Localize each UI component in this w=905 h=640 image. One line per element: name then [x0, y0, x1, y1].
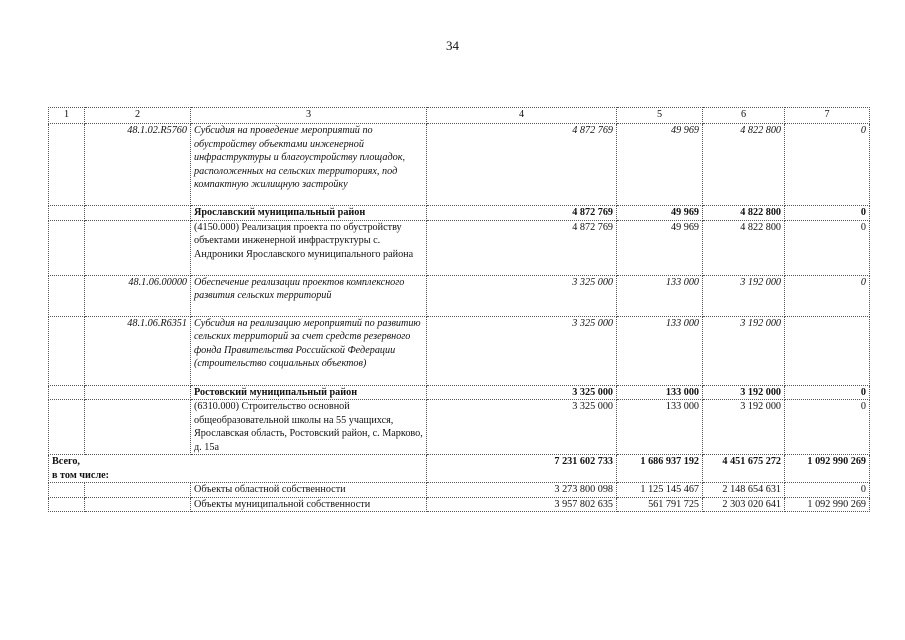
sub-value-col6: 2 303 020 641	[703, 497, 785, 512]
sub-value-col5: 1 125 145 467	[617, 483, 703, 498]
value-total: 3 325 000	[427, 316, 617, 385]
value-col7: 0	[785, 124, 870, 206]
value-total: 4 872 769	[427, 124, 617, 206]
value-col6: 3 192 000	[703, 316, 785, 385]
row-name: (4150.000) Реализация проекта по обустройству объектами инженерной инфраструктуры с. Андроники Ярославского муниципального района	[191, 220, 427, 275]
sub-value-col4: 3 957 802 635	[427, 497, 617, 512]
value-col6: 3 192 000	[703, 275, 785, 316]
sub-value-col7: 1 092 990 269	[785, 497, 870, 512]
total-row	[49, 455, 870, 483]
total-value-col7: 1 092 990 269	[785, 455, 870, 483]
classification-code: 48.1.06.R6351	[85, 316, 191, 385]
row-name: Ярославский муниципальный район	[191, 206, 427, 221]
value-col6: 4 822 800	[703, 206, 785, 221]
total-label-line1: Всего,	[52, 456, 80, 467]
row-number-cell	[49, 206, 85, 221]
value-col5: 133 000	[617, 385, 703, 400]
row-number-cell	[49, 316, 85, 385]
value-total: 4 872 769	[427, 206, 617, 221]
value-col7: 0	[785, 385, 870, 400]
value-total: 3 325 000	[427, 275, 617, 316]
empty-cell	[85, 483, 191, 498]
column-number: 6	[703, 108, 785, 124]
value-total: 4 872 769	[427, 220, 617, 275]
column-number: 3	[191, 108, 427, 124]
column-number: 4	[427, 108, 617, 124]
classification-code	[85, 220, 191, 275]
table-row	[49, 124, 870, 206]
table-row	[49, 275, 870, 316]
value-col5: 133 000	[617, 400, 703, 455]
row-name: Обеспечение реализации проектов комплексного развития сельских территорий	[191, 275, 427, 316]
classification-code: 48.1.02.R5760	[85, 124, 191, 206]
value-total: 3 325 000	[427, 385, 617, 400]
total-label	[49, 455, 427, 483]
value-col6: 4 822 800	[703, 220, 785, 275]
sub-value-col7: 0	[785, 483, 870, 498]
value-col6: 4 822 800	[703, 124, 785, 206]
column-number: 5	[617, 108, 703, 124]
value-col5: 133 000	[617, 316, 703, 385]
row-number-cell	[49, 220, 85, 275]
classification-code	[85, 400, 191, 455]
classification-code	[85, 206, 191, 221]
sub-value-col5: 561 791 725	[617, 497, 703, 512]
row-number-cell	[49, 124, 85, 206]
value-col7: 0	[785, 275, 870, 316]
value-col5: 49 969	[617, 124, 703, 206]
value-col7: 0	[785, 220, 870, 275]
table-row	[49, 400, 870, 455]
row-name: Субсидия на проведение мероприятий по обустройству объектами инженерной инфраструктуры и благоустройству площадок, расположенных на сельских территориях, под компактную жилищную застройку	[191, 124, 427, 206]
table-row	[49, 220, 870, 275]
classification-code: 48.1.06.00000	[85, 275, 191, 316]
table-row	[49, 385, 870, 400]
budget-table	[48, 107, 870, 512]
value-col5: 49 969	[617, 220, 703, 275]
row-name: Ростовский муниципальный район	[191, 385, 427, 400]
empty-cell	[85, 497, 191, 512]
value-col5: 49 969	[617, 206, 703, 221]
total-label-line2: в том числе:	[52, 469, 110, 481]
value-col7	[785, 316, 870, 385]
sub-row-name: Объекты муниципальной собственности	[191, 497, 427, 512]
sub-value-col4: 3 273 800 098	[427, 483, 617, 498]
value-col5: 133 000	[617, 275, 703, 316]
value-total: 3 325 000	[427, 400, 617, 455]
row-number-cell	[49, 385, 85, 400]
row-name: (6310.000) Строительство основной общеобразовательной школы на 55 учащихся, Ярославская область, Ростовский район, с. Марково, д. 15а	[191, 400, 427, 455]
empty-cell	[49, 483, 85, 498]
row-name: Субсидия на реализацию мероприятий по развитию сельских территорий за счет средств резервного фонда Правительства Российской Федерации (строительство социальных объектов)	[191, 316, 427, 385]
total-value-col5: 1 686 937 192	[617, 455, 703, 483]
column-number: 2	[85, 108, 191, 124]
empty-cell	[49, 497, 85, 512]
sub-row	[49, 497, 870, 512]
table-row	[49, 316, 870, 385]
total-value-col6: 4 451 675 272	[703, 455, 785, 483]
sub-value-col6: 2 148 654 631	[703, 483, 785, 498]
row-number-cell	[49, 400, 85, 455]
sub-row-name: Объекты областной собственности	[191, 483, 427, 498]
column-number-row	[49, 108, 870, 124]
page-number: 34	[446, 38, 459, 53]
sub-row	[49, 483, 870, 498]
row-number-cell	[49, 275, 85, 316]
value-col7: 0	[785, 400, 870, 455]
value-col6: 3 192 000	[703, 385, 785, 400]
total-value-col4: 7 231 602 733	[427, 455, 617, 483]
classification-code	[85, 385, 191, 400]
column-number: 7	[785, 108, 870, 124]
value-col7: 0	[785, 206, 870, 221]
table-row	[49, 206, 870, 221]
column-number: 1	[49, 108, 85, 124]
value-col6: 3 192 000	[703, 400, 785, 455]
